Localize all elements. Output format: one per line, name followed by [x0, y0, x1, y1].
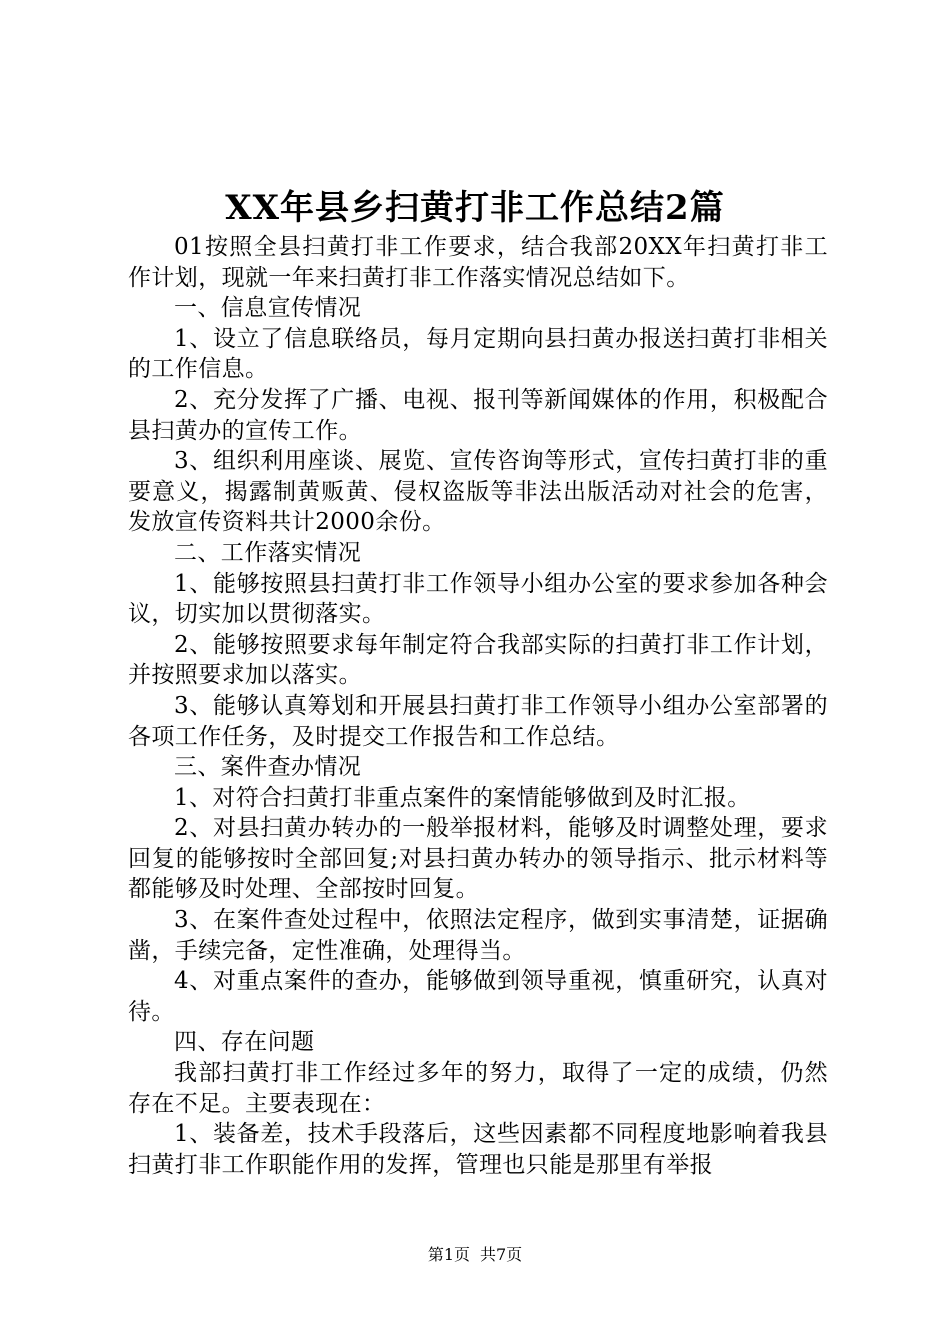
- document-body: [128, 232, 828, 1180]
- paragraph: 3、能够认真筹划和开展县扫黄打非工作领导小组办公室部署的各项工作任务，及时提交工作报告和工作总结。: [128, 692, 828, 750]
- paragraph: 1、设立了信息联络员，每月定期向县扫黄办报送扫黄打非相关的工作信息。: [128, 325, 828, 383]
- paragraph: 3、组织利用座谈、展览、宣传咨询等形式，宣传扫黄打非的重要意义，揭露制黄贩黄、侵权盗版等非法出版活动对社会的危害，发放宣传资料共计2000余份。: [128, 448, 828, 536]
- paragraph: 4、对重点案件的查办，能够做到领导重视，慎重研究，认真对待。: [128, 968, 828, 1025]
- paragraph: 1、能够按照县扫黄打非工作领导小组办公室的要求参加各种会议，切实加以贯彻落实。: [128, 570, 828, 628]
- section-heading-info-publicity: 一、信息宣传情况: [174, 295, 362, 322]
- section-heading-work-implementation: 二、工作落实情况: [174, 539, 362, 566]
- page-number: 第1页: [427, 1245, 470, 1264]
- paragraph: 3、在案件查处过程中，依照法定程序，做到实事清楚，证据确凿，手续完备，定性准确，处理得当。: [128, 907, 828, 964]
- page-footer: [0, 1244, 950, 1266]
- page-total: 共7页: [480, 1245, 523, 1264]
- paragraph: 1、对符合扫黄打非重点案件的案情能够做到及时汇报。: [174, 784, 751, 811]
- document-title: XX年县乡扫黄打非工作总结2篇: [225, 188, 725, 228]
- paragraph: 1、装备差，技术手段落后，这些因素都不同程度地影响着我县扫黄打非工作职能作用的发挥，管理也只能是那里有举报: [128, 1121, 828, 1178]
- paragraph: 2、能够按照要求每年制定符合我部实际的扫黄打非工作计划，并按照要求加以落实。: [128, 631, 828, 689]
- paragraph: 我部扫黄打非工作经过多年的努力，取得了一定的成绩，仍然存在不足。主要表现在：: [128, 1060, 828, 1117]
- paragraph: 2、对县扫黄办转办的一般举报材料，能够及时调整处理，要求回复的能够按时全部回复;对县扫黄办转办的领导指示、批示材料等都能够及时处理、全部按时回复。: [128, 815, 828, 903]
- paragraph-intro: 01按照全县扫黄打非工作要求，结合我部20XX年扫黄打非工作计划，现就一年来扫黄打非工作落实情况总结如下。: [128, 234, 828, 291]
- section-heading-case-handling: 三、案件查办情况: [174, 754, 362, 781]
- paragraph: 2、充分发挥了广播、电视、报刊等新闻媒体的作用，积极配合县扫黄办的宣传工作。: [128, 386, 828, 444]
- section-heading-existing-problems: 四、存在问题: [174, 1029, 315, 1056]
